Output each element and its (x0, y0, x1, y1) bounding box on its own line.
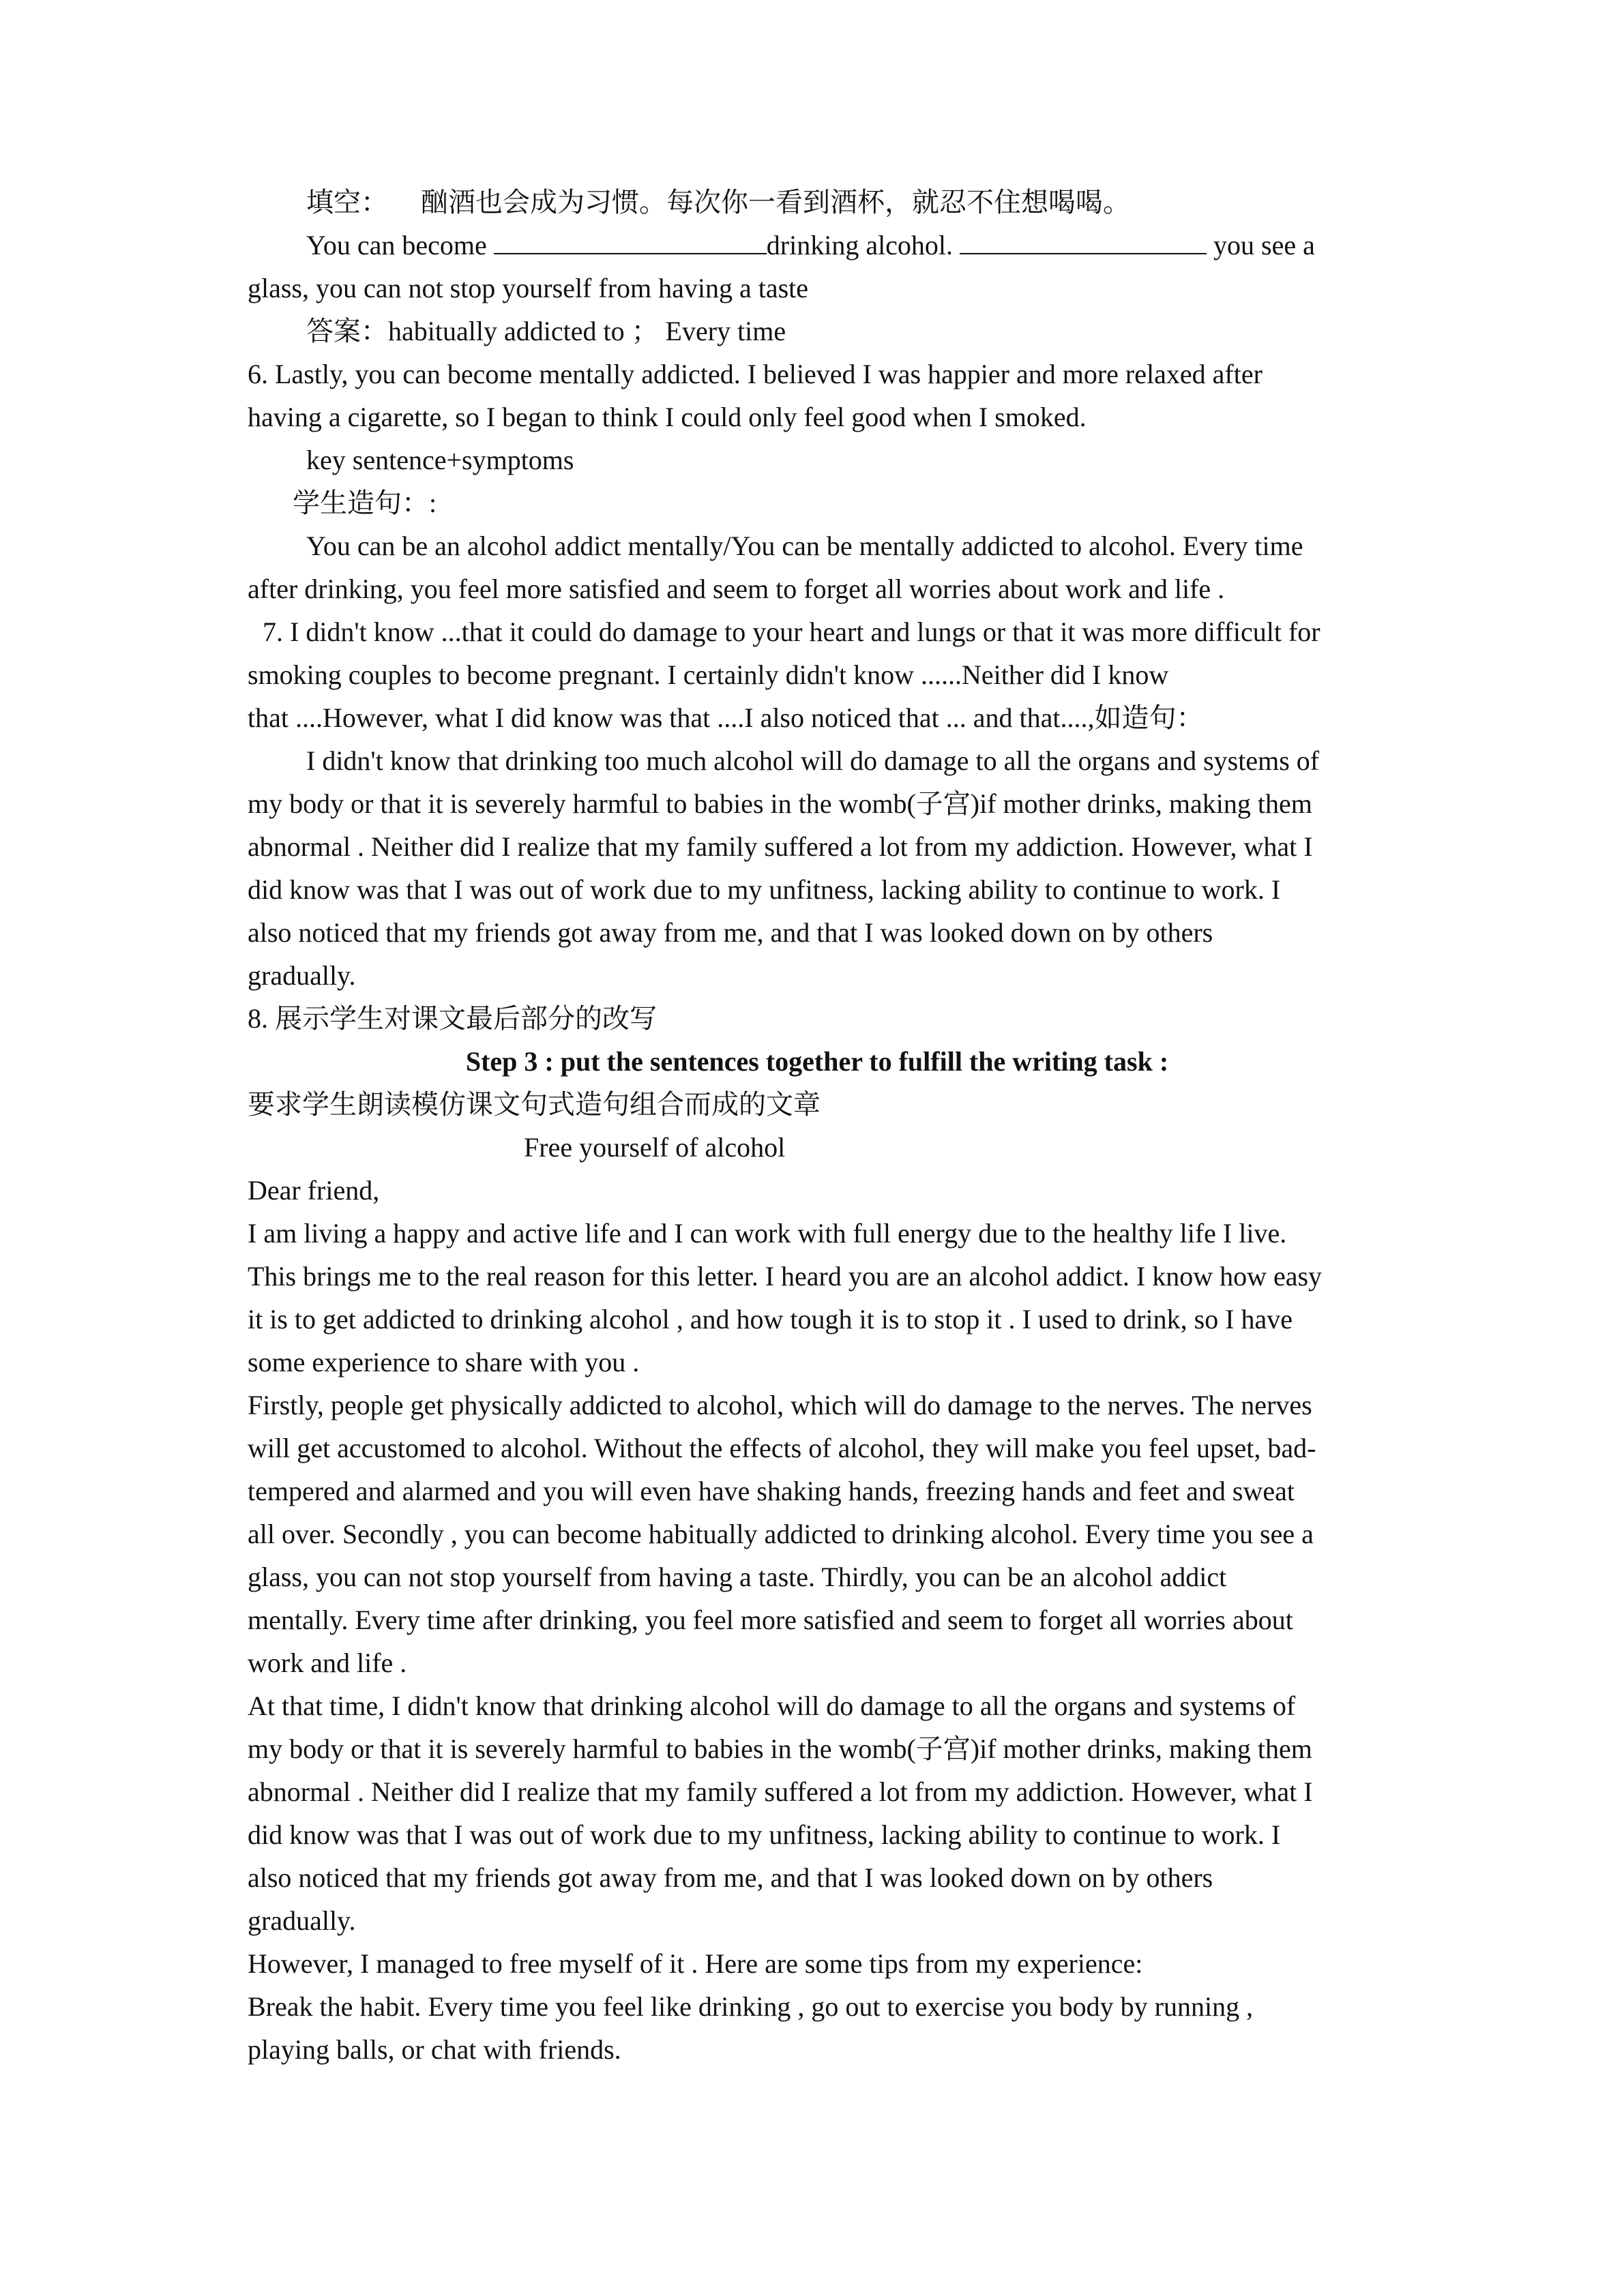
essay-line: tempered and alarmed and you will even have shaking hands, freezing hands and feet and sweat (248, 1476, 1295, 1506)
item6-student-label: 学生造句：: (293, 488, 437, 518)
essay-line: I am living a happy and active life and I can work with full energy due to the healthy life I live. (248, 1218, 1287, 1249)
essay-line: did know was that I was out of work due to my unfitness, lacking ability to continue to work. I (248, 1819, 1281, 1850)
essay-line: will get accustomed to alcohol. Without the effects of alcohol, they will make you feel upset, bad- (248, 1433, 1316, 1463)
fill-blank-part3: you see a (1207, 230, 1315, 260)
essay-line: some experience to share with you . (248, 1347, 640, 1377)
essay-line: it is to get addicted to drinking alcohol , and how tough it is to stop it . I used to drink, so I have (248, 1304, 1293, 1335)
item7-line2: smoking couples to become pregnant. I certainly didn't know ......Neither did I know (248, 659, 1169, 690)
blank-2 (960, 226, 1207, 254)
essay-line: glass, you can not stop yourself from having a taste. Thirdly, you can be an alcohol addict (248, 1562, 1227, 1592)
item7-example-line: did know was that I was out of work due to my unfitness, lacking ability to continue to work. I (248, 874, 1281, 905)
item7-example-line: my body or that it is severely harmful to babies in the womb(子宫)if mother drinks, making them (248, 788, 1312, 819)
fill-blank-line2: glass, you can not stop yourself from having a taste (248, 273, 809, 303)
item6-example-line2: after drinking, you feel more satisfied and seem to forget all worries about work and life . (248, 573, 1225, 604)
essay-line: my body or that it is severely harmful to babies in the womb(子宫)if mother drinks, making them (248, 1733, 1312, 1764)
item7-line1: 7. I didn't know ...that it could do damage to your heart and lungs or that it was more difficult for (263, 616, 1320, 647)
essay-line: However, I managed to free myself of it . Here are some tips from my experience: (248, 1948, 1143, 1979)
fill-blank-label: 填空： (306, 187, 388, 218)
essay-title: Free yourself of alcohol (524, 1132, 786, 1163)
essay-line: playing balls, or chat with friends. (248, 2034, 621, 2065)
answer-label: 答案： (306, 316, 388, 346)
step3-instruction: 要求学生朗读模仿课文句式造句组合而成的文章 (248, 1089, 821, 1120)
essay-line: gradually. (248, 1905, 356, 1936)
fill-blank-chinese: 酗酒也会成为习惯。每次你一看到酒杯，就忍不住想喝喝。 (421, 187, 1130, 218)
fill-blank-sentence (248, 224, 1387, 267)
essay-line: also noticed that my friends got away from me, and that I was looked down on by others (248, 1862, 1213, 1893)
essay-line: This brings me to the real reason for this letter. I heard you are an alcohol addict. I know how easy (248, 1261, 1323, 1292)
essay-line: Break the habit. Every time you feel like drinking , go out to exercise you body by running , (248, 1991, 1254, 2022)
item7-line3: that ....However, what I did know was that ....I also noticed that ... and that....,如造句： (248, 702, 1204, 733)
essay-line: work and life . (248, 1648, 407, 1678)
item8: 8. 展示学生对课文最后部分的改写 (248, 1003, 657, 1034)
essay-line: At that time, I didn't know that drinking alcohol will do damage to all the organs and systems of (248, 1690, 1296, 1721)
essay-line: Firstly, people get physically addicted to alcohol, which will do damage to the nerves. The nerves (248, 1390, 1312, 1420)
essay-greeting: Dear friend, (248, 1175, 380, 1206)
essay-line: all over. Secondly , you can become habitually addicted to drinking alcohol. Every time you see a (248, 1519, 1314, 1549)
document-page (248, 181, 1387, 2071)
fill-blank-answer (248, 310, 1387, 353)
item7-example-line: gradually. (248, 960, 356, 991)
answer-text: habitually addicted to ； Every time (388, 316, 786, 346)
step3-heading: Step 3 : put the sentences together to fulfill the writing task : (465, 1046, 1169, 1077)
item6-example-line1: You can be an alcohol addict mentally/You can be mentally addicted to alcohol. Every time (306, 531, 1303, 561)
essay-line: mentally. Every time after drinking, you feel more satisfied and seem to forget all worries about (248, 1605, 1293, 1635)
item6-line1: 6. Lastly, you can become mentally addicted. I believed I was happier and more relaxed after (248, 359, 1263, 389)
item7-example-line: I didn't know that drinking too much alcohol will do damage to all the organs and systems of (306, 745, 1320, 776)
fill-blank-prompt (248, 181, 1387, 224)
blank-1 (494, 226, 767, 254)
item7-example-line: abnormal . Neither did I realize that my family suffered a lot from my addiction. However, what I (248, 831, 1313, 862)
item6-line2: having a cigarette, so I began to think I could only feel good when I smoked. (248, 402, 1087, 432)
fill-blank-part2: drinking alcohol. (766, 230, 960, 260)
item6-key: key sentence+symptoms (306, 445, 574, 475)
essay-line: abnormal . Neither did I realize that my family suffered a lot from my addiction. However, what I (248, 1776, 1313, 1807)
fill-blank-part1: You can become (306, 230, 494, 260)
item7-example-line: also noticed that my friends got away from me, and that I was looked down on by others (248, 917, 1213, 948)
